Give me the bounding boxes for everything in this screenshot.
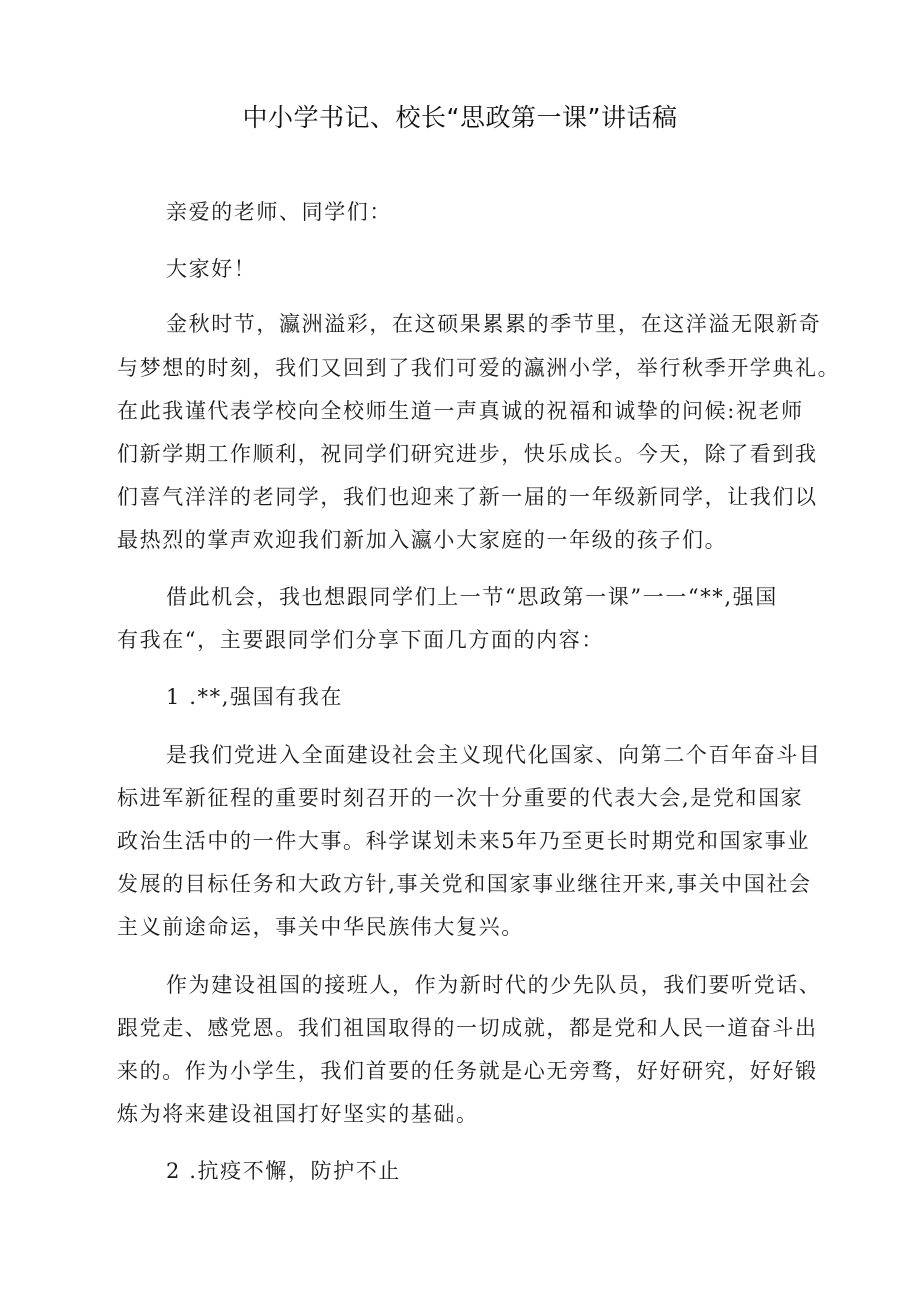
hello: 大家好！ — [166, 257, 257, 281]
section-heading-2: 2 .抗疫不懈，防护不止 — [166, 1159, 401, 1183]
para3-line: 主义前途命运，事关中华民族伟大复兴。 — [117, 915, 524, 939]
para3-line: 是我们党进入全面建设社会主义现代化国家、向第二个百年奋斗目 — [166, 743, 822, 767]
para3-line: 政治生活中的一件大事。科学谋划未来5年乃至更长时期党和国家事业 — [117, 829, 810, 853]
para1-line: 最热烈的掌声欢迎我们新加入瀛小大家庭的一年级的孩子们。 — [117, 528, 728, 552]
para2-line: 借此机会，我也想跟同学们上一节“思政第一课”一一“**,强国 — [166, 585, 778, 609]
para1-line: 在此我谨代表学校向全校师生道一声真诚的祝福和诚挚的问候:祝老师 — [117, 399, 804, 423]
para4-line: 来的。作为小学生，我们首要的任务就是心无旁骛，好好研究，好好锻 — [117, 1059, 818, 1083]
document-title: 中小学书记、校长“思政第一课”讲话稿 — [242, 103, 678, 132]
para1-line: 金秋时节，瀛洲溢彩，在这硕果累累的季节里，在这洋溢无限新奇 — [166, 312, 822, 336]
para3-line: 标进军新征程的重要时刻召开的一次十分重要的代表大会,是党和国家 — [117, 786, 804, 810]
greeting: 亲爱的老师、同学们： — [166, 200, 392, 224]
para3-line: 发展的目标任务和大政方针,事关党和国家事业继往开来,事关中国社会 — [117, 872, 812, 896]
section-heading-1: 1 .**,强国有我在 — [166, 685, 343, 709]
para4-line: 跟党走、感党恩。我们祖国取得的一切成就，都是党和人民一道奋斗出 — [117, 1016, 818, 1040]
para1-line: 们喜气洋洋的老同学，我们也迎来了新一届的一年级新同学，让我们以 — [117, 485, 818, 509]
para1-line: 与梦想的时刻，我们又回到了我们可爱的瀛洲小学，举行秋季开学典礼。 — [117, 356, 841, 380]
para4-line: 炼为将来建设祖国打好坚实的基础。 — [117, 1102, 479, 1126]
para4-line: 作为建设祖国的接班人，作为新时代的少先队员，我们要听党话、 — [166, 973, 822, 997]
para1-line: 们新学期工作顺利，祝同学们研究进步，快乐成长。今天，除了看到我 — [117, 442, 818, 466]
para2-line: 有我在“，主要跟同学们分享下面几方面的内容： — [117, 628, 604, 652]
